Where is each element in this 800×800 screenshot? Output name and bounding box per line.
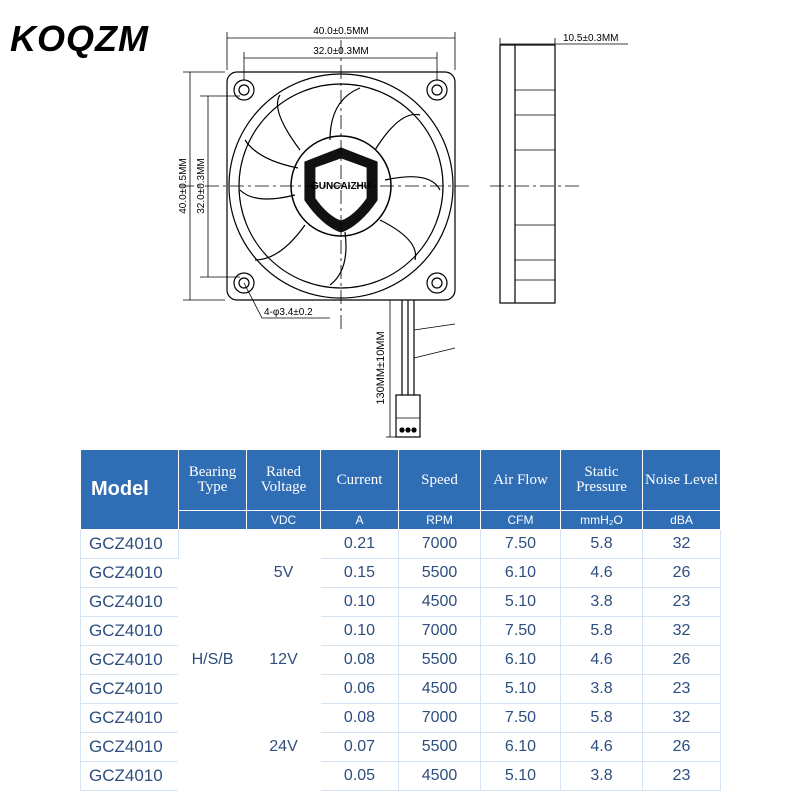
table-row [81, 675, 721, 704]
pressure-cell: 4.6 [561, 733, 643, 762]
mount-hole [234, 80, 254, 100]
airflow-cell: 6.10 [481, 559, 561, 588]
speed-cell: 5500 [399, 559, 481, 588]
airflow-cell: 5.10 [481, 588, 561, 617]
unit-cell: RPM [399, 511, 481, 530]
voltage-cell: 24V [247, 704, 321, 791]
pressure-cell: 3.8 [561, 762, 643, 791]
current-cell: 0.07 [321, 733, 399, 762]
model-cell: GCZ4010 [81, 675, 179, 704]
model-cell: GCZ4010 [81, 762, 179, 791]
speed-cell: 7000 [399, 530, 481, 559]
table-row [81, 733, 721, 762]
speed-cell: 5500 [399, 733, 481, 762]
current-cell: 0.21 [321, 530, 399, 559]
unit-cell: VDC [247, 511, 321, 530]
noise-cell: 26 [643, 646, 721, 675]
noise-cell: 26 [643, 559, 721, 588]
model-cell: GCZ4010 [81, 559, 179, 588]
header-cell: Bearing Type [179, 450, 247, 511]
airflow-cell: 5.10 [481, 675, 561, 704]
header-cell: Speed [399, 450, 481, 511]
current-cell: 0.10 [321, 617, 399, 646]
pressure-cell: 5.8 [561, 617, 643, 646]
brand-logo: KOQZM [10, 18, 149, 59]
unit-cell: CFM [481, 511, 561, 530]
unit-cell: dBA [643, 511, 721, 530]
fan-cable [402, 300, 414, 395]
speed-cell: 4500 [399, 588, 481, 617]
pressure-cell: 5.8 [561, 704, 643, 733]
pressure-cell: 3.8 [561, 675, 643, 704]
unit-cell: mmH₂O [561, 511, 643, 530]
speed-cell: 5500 [399, 646, 481, 675]
voltage-cell: 12V [247, 617, 321, 704]
current-cell: 0.08 [321, 646, 399, 675]
noise-cell: 23 [643, 588, 721, 617]
dim-holes: 4-φ3.4±0.2 [264, 307, 313, 318]
pressure-cell: 5.8 [561, 530, 643, 559]
dim-width-inner: 32.0±0.3MM [313, 46, 369, 57]
pressure-cell: 4.6 [561, 559, 643, 588]
current-cell: 0.15 [321, 559, 399, 588]
unit-cell [179, 511, 247, 530]
hub-logo-text: GUNCAIZHU [311, 181, 371, 192]
table-row [81, 617, 721, 646]
bearing-cell: H/S/B [179, 530, 247, 791]
model-cell: GCZ4010 [81, 733, 179, 762]
current-cell: 0.05 [321, 762, 399, 791]
speed-cell: 7000 [399, 704, 481, 733]
dim-width-outer: 40.0±0.5MM [313, 26, 369, 37]
table-row [81, 530, 721, 559]
model-cell: GCZ4010 [81, 704, 179, 733]
model-cell: GCZ4010 [81, 646, 179, 675]
dim-height-inner: 32.0±0.3MM [196, 158, 207, 214]
model-cell: GCZ4010 [81, 588, 179, 617]
header-cell: Model [81, 450, 179, 530]
noise-cell: 23 [643, 762, 721, 791]
table-row [81, 559, 721, 588]
speed-cell: 7000 [399, 617, 481, 646]
airflow-cell: 5.10 [481, 762, 561, 791]
table-row [81, 588, 721, 617]
speed-cell: 4500 [399, 762, 481, 791]
dim-cable: 130MM±10MM [375, 331, 387, 405]
noise-cell: 32 [643, 704, 721, 733]
unit-cell: A [321, 511, 399, 530]
noise-cell: 23 [643, 675, 721, 704]
mount-hole [427, 273, 447, 293]
spec-table-container [80, 449, 720, 786]
header-cell: Air Flow [481, 450, 561, 511]
noise-cell: 32 [643, 530, 721, 559]
pressure-cell: 3.8 [561, 588, 643, 617]
current-cell: 0.06 [321, 675, 399, 704]
header-cell: Current [321, 450, 399, 511]
airflow-cell: 7.50 [481, 704, 561, 733]
dim-height-outer: 40.0±0.5MM [178, 158, 189, 214]
header-cell: Static Pressure [561, 450, 643, 511]
table-row [81, 762, 721, 791]
header-cell: Noise Level [643, 450, 721, 511]
table-row [81, 646, 721, 675]
noise-cell: 32 [643, 617, 721, 646]
spec-table [80, 449, 721, 791]
table-row [81, 704, 721, 733]
dim-thickness: 10.5±0.3MM [563, 33, 619, 44]
fan-side-view [500, 45, 555, 303]
model-cell: GCZ4010 [81, 617, 179, 646]
pressure-cell: 4.6 [561, 646, 643, 675]
noise-cell: 26 [643, 733, 721, 762]
speed-cell: 4500 [399, 675, 481, 704]
current-cell: 0.10 [321, 588, 399, 617]
airflow-cell: 6.10 [481, 733, 561, 762]
airflow-cell: 7.50 [481, 617, 561, 646]
airflow-cell: 6.10 [481, 646, 561, 675]
airflow-cell: 7.50 [481, 530, 561, 559]
header-cell: Rated Voltage [247, 450, 321, 511]
voltage-cell: 5V [247, 530, 321, 617]
mount-hole [427, 80, 447, 100]
model-cell: GCZ4010 [81, 530, 179, 559]
current-cell: 0.08 [321, 704, 399, 733]
